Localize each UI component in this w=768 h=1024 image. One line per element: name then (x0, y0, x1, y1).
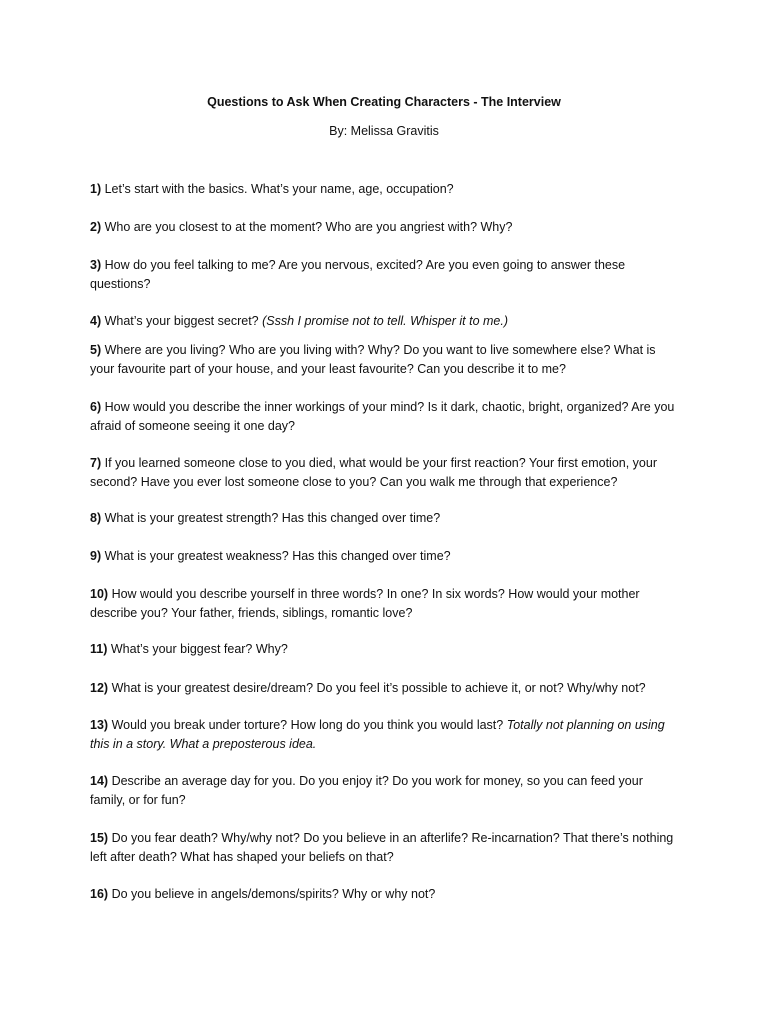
question-text: How do you feel talking to me? Are you nervous, excited? Are you even going to answer these questions? (90, 258, 626, 291)
question-text: Would you break under torture? How long do you think you would last? (111, 718, 507, 732)
question-number: 9) (90, 549, 102, 563)
document-title: Questions to Ask When Creating Characters - The Interview (207, 95, 561, 109)
question-number: 13) (90, 718, 109, 732)
question-12 (90, 679, 680, 698)
question-5 (90, 341, 680, 378)
question-number: 6) (90, 400, 102, 414)
question-9 (90, 547, 680, 566)
question-11 (90, 640, 680, 659)
document-byline: By: Melissa Gravitis (329, 124, 439, 138)
question-number: 3) (90, 258, 102, 272)
question-number: 8) (90, 511, 102, 525)
question-text: What is your greatest weakness? Has this changed over time? (104, 549, 451, 563)
question-16 (90, 885, 680, 904)
question-1 (90, 180, 680, 199)
question-text: Where are you living? Who are you living with? Why? Do you want to live somewhere else? What is your favourite part of your house, and your least favourite? Can you describe it to me? (90, 343, 656, 376)
question-7 (90, 454, 680, 491)
question-text: Describe an average day for you. Do you enjoy it? Do you work for money, so you can feed your family, or for fun? (90, 774, 643, 807)
question-text: Who are you closest to at the moment? Who are you angriest with? Why? (104, 220, 513, 234)
question-number: 14) (90, 774, 109, 788)
question-text: How would you describe yourself in three words? In one? In six words? How would your mother describe you? Your father, friends, siblings, romantic love? (90, 587, 640, 620)
question-2 (90, 218, 680, 237)
question-14 (90, 772, 680, 809)
question-text: What is your greatest strength? Has this changed over time? (104, 511, 441, 525)
question-number: 7) (90, 456, 102, 470)
question-number: 11) (90, 642, 108, 656)
question-text: How would you describe the inner workings of your mind? Is it dark, chaotic, bright, organized? Are you afraid of someone seeing it one day? (90, 400, 675, 433)
question-8 (90, 509, 680, 528)
question-italic-text: (Sssh I promise not to tell. Whisper it to me.) (262, 314, 509, 328)
question-italic-text: Totally not planning on using this in a story. What a preposterous idea. (90, 718, 665, 751)
question-number: 10) (90, 587, 109, 601)
question-number: 12) (90, 681, 109, 695)
question-number: 16) (90, 887, 109, 901)
question-text: Do you believe in angels/demons/spirits? Why or why not? (111, 887, 436, 901)
question-text: Do you fear death? Why/why not? Do you believe in an afterlife? Re-incarnation? That there’s nothing left after death? What has shaped your beliefs on that? (90, 831, 674, 864)
question-15 (90, 829, 680, 866)
question-text: What is your greatest desire/dream? Do you feel it’s possible to achieve it, or not? Why/why not? (111, 681, 646, 695)
question-number: 1) (90, 182, 102, 196)
question-10 (90, 585, 680, 622)
question-13 (90, 716, 680, 753)
question-text: Let’s start with the basics. What’s your name, age, occupation? (104, 182, 454, 196)
question-4 (90, 312, 680, 331)
question-6 (90, 398, 680, 435)
question-text: If you learned someone close to you died, what would be your first reaction? Your first emotion, your second? Have you ever lost someone close to you? Can you walk me through that experience? (90, 456, 658, 489)
question-number: 4) (90, 314, 102, 328)
question-3 (90, 256, 680, 293)
question-number: 2) (90, 220, 102, 234)
question-text: What’s your biggest fear? Why? (110, 642, 288, 656)
question-number: 15) (90, 831, 109, 845)
question-text: What’s your biggest secret? (104, 314, 263, 328)
question-number: 5) (90, 343, 102, 357)
